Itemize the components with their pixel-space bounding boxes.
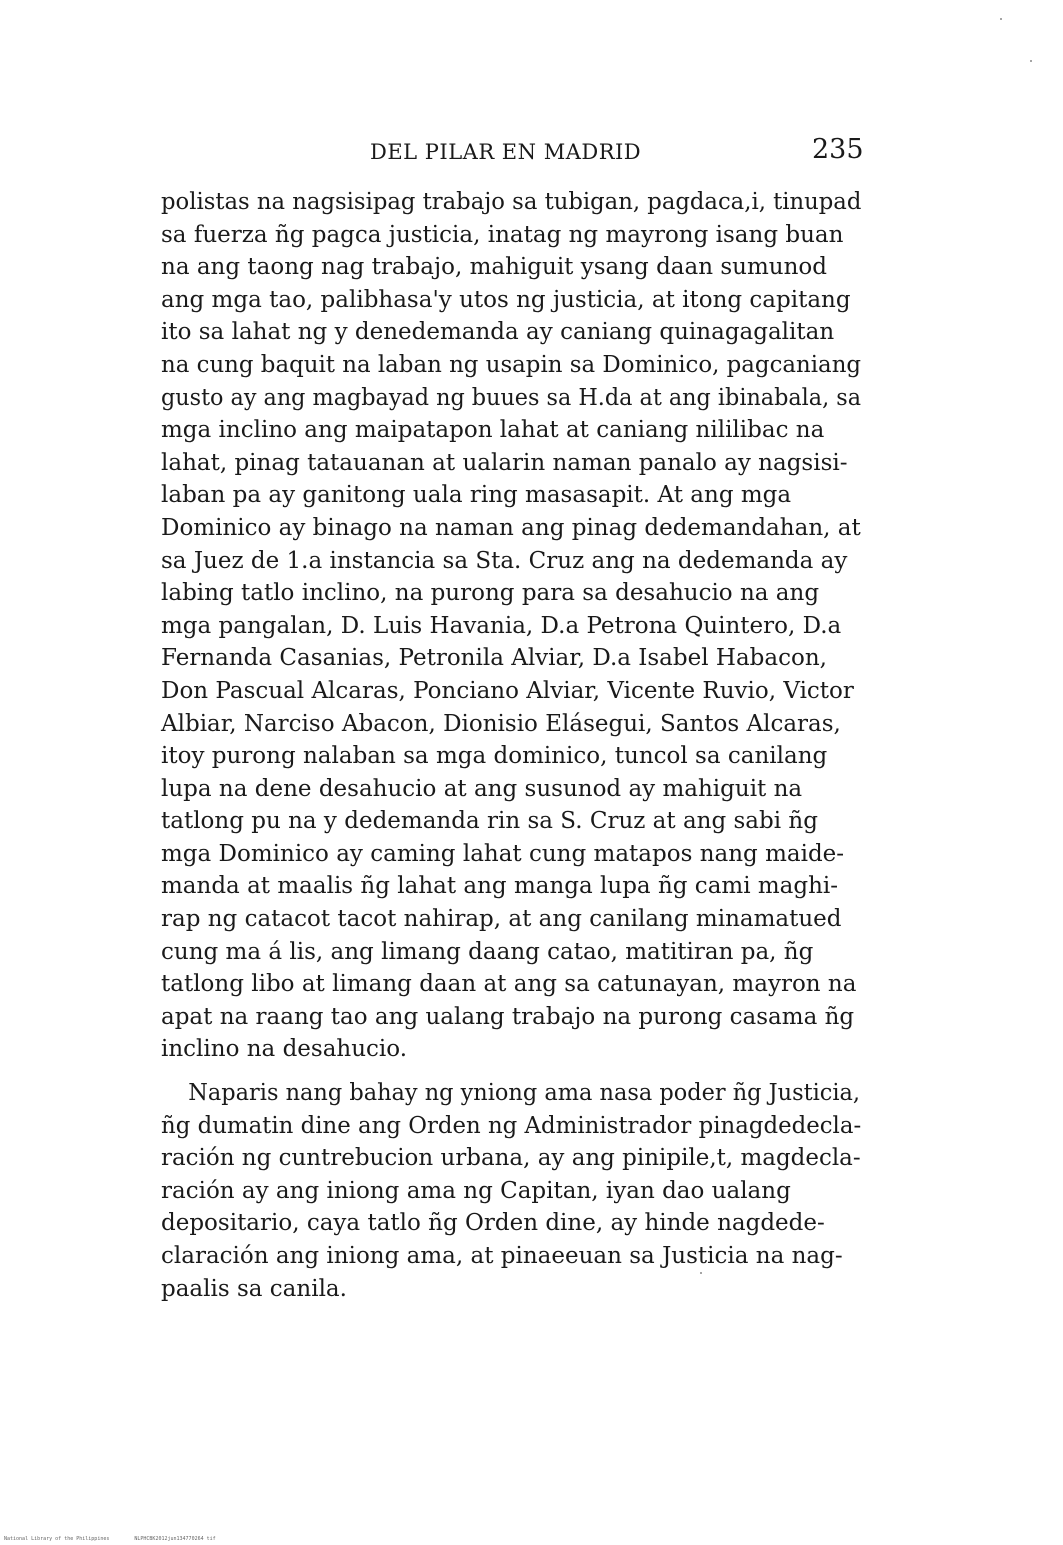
text-line: Fernanda Casanias, Petronila Alviar, D.a Isabel Habacon, [161, 645, 827, 672]
paragraph-1 [161, 186, 861, 1066]
text-line: ang mga tao, palibhasa'y utos ng justicia, at itong capitang [161, 286, 851, 313]
running-title: DEL PILAR EN MADRID [370, 140, 642, 164]
paragraph-gap [161, 1066, 861, 1077]
text-line: gusto ay ang magbayad ng buues sa H.da at ang ibinabala, sa [161, 384, 862, 411]
text-line: itoy purong nalaban sa mga dominico, tuncol sa canilang [161, 743, 828, 770]
text-line: tatlong libo at limang daan at ang sa catunayan, mayron na [161, 971, 857, 998]
text-line: apat na raang tao ang ualang trabajo na purong casama ñg [161, 1003, 855, 1030]
text-line: inclino na desahucio. [161, 1036, 408, 1063]
page-number: 235 [812, 134, 864, 165]
text-line: ito sa lahat ng y denedemanda ay caniang quinagagalitan [161, 319, 835, 346]
scan-speck [1030, 60, 1032, 62]
text-line: Albiar, Narciso Abacon, Dionisio Elásegui, Santos Alcaras, [161, 710, 841, 737]
text-line: polistas na nagsisipag trabajo sa tubigan, pagdaca,i, tinupad [161, 189, 862, 215]
text-line: mga Dominico ay caming lahat cung matapos nang maide- [161, 840, 845, 867]
text-line: rap ng catacot tacot nahirap, at ang canilang minamatued [161, 906, 842, 933]
text-line: mga pangalan, D. Luis Havania, D.a Petrona Quintero, D.a [161, 612, 842, 639]
text-line: Don Pascual Alcaras, Ponciano Alviar, Vicente Ruvio, Victor [161, 677, 854, 704]
paragraph-2 [161, 1077, 861, 1305]
text-line: na ang taong nag trabajo, mahiguit ysang daan sumunod [161, 254, 827, 281]
text-line: ración ay ang iniong ama ng Capitan, iyan dao ualang [161, 1177, 791, 1204]
text-line: Dominico ay binago na naman ang pinag dedemandahan, at [161, 514, 861, 541]
text-line: tatlong pu na y dedemanda rin sa S. Cruz at ang sabi ñg [161, 808, 818, 835]
text-line: Naparis nang bahay ng yniong ama nasa poder ñg Justicia, [188, 1080, 861, 1107]
text-line: paalis sa canila. [161, 1275, 347, 1302]
scan-footer [4, 1536, 238, 1542]
scan-speck [1000, 18, 1002, 20]
text-line: ñg dumatin dine ang Orden ng Administrador pinagdedecla- [161, 1112, 862, 1139]
text-line: cung ma á lis, ang limang daang catao, matitiran pa, ñg [161, 938, 814, 965]
footer-scan-id: NLPHCBK2012jun134770264 tif [134, 1536, 216, 1542]
text-line: na cung baquit na laban ng usapin sa Dominico, pagcaniang [161, 351, 862, 378]
footer-library: National Library of the Philippines [4, 1536, 110, 1542]
text-line: depositario, caya tatlo ñg Orden dine, ay hinde nagdede- [161, 1210, 825, 1237]
body-text [161, 186, 861, 1305]
text-line: manda at maalis ñg lahat ang manga lupa ñg cami maghi- [161, 873, 839, 900]
text-line: mga inclino ang maipatapon lahat at caniang nililibac na [161, 417, 825, 444]
text-line: lahat, pinag tatauanan at ualarin naman panalo ay nagsisi- [161, 449, 848, 476]
text-line: labing tatlo inclino, na purong para sa desahucio na ang [161, 580, 820, 607]
scan-speck [700, 1272, 702, 1274]
text-line: sa fuerza ñg pagca justicia, inatag ng mayrong isang buan [161, 221, 844, 248]
text-line: claración ang iniong ama, at pinaeeuan sa Justicia na nag- [161, 1243, 843, 1269]
text-line: ración ng cuntrebucion urbana, ay ang pinipile,t, magdecla- [161, 1145, 861, 1172]
text-line: sa Juez de 1.a instancia sa Sta. Cruz ang na dedemanda ay [161, 547, 848, 574]
text-line: laban pa ay ganitong uala ring masasapit. At ang mga [161, 482, 792, 509]
text-line: lupa na dene desahucio at ang susunod ay mahiguit na [161, 775, 803, 802]
